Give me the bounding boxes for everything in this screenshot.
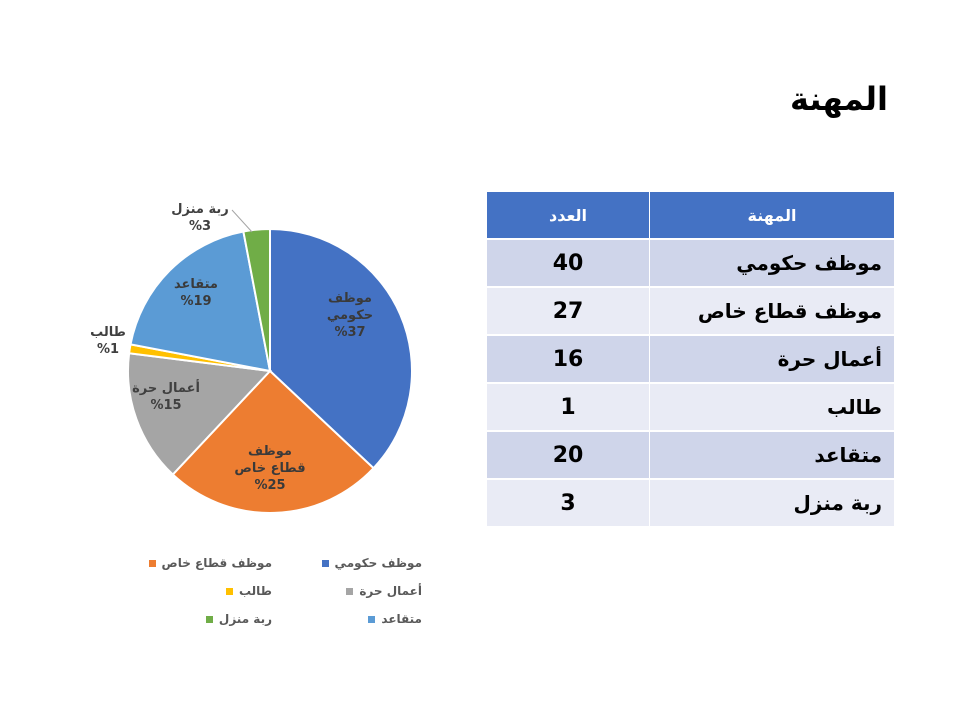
legend-swatch-icon: [226, 588, 233, 595]
data-label-line: ربة منزل: [171, 202, 229, 217]
cell-count: 27: [487, 287, 650, 335]
cell-count: 40: [487, 239, 650, 287]
data-label-line: %19: [180, 294, 212, 309]
data-label-line: %25: [254, 478, 286, 493]
legend-swatch-icon: [149, 560, 156, 567]
cell-occupation: أعمال حرة: [650, 335, 895, 383]
data-label-housewife: [171, 202, 229, 234]
data-label-line: %1: [96, 342, 120, 357]
cell-occupation: ربة منزل: [650, 479, 895, 527]
table-row: [487, 287, 895, 335]
cell-count: 20: [487, 431, 650, 479]
label-leader-line: [232, 210, 252, 232]
legend-label: ربة منزل: [218, 612, 272, 626]
legend-label: موظف قطاع خاص: [161, 556, 272, 570]
page-title: المهنة: [789, 80, 888, 118]
legend-label: طالب: [238, 584, 272, 598]
legend-item-retired: [272, 612, 422, 626]
data-label-line: حكومي: [326, 308, 374, 323]
legend-item-student: [132, 584, 272, 598]
table-row: [487, 431, 895, 479]
legend-label: متقاعد: [381, 612, 422, 626]
table-row: [487, 383, 895, 431]
header-count: العدد: [487, 192, 650, 239]
legend-item-government: [272, 556, 422, 570]
occupation-table: [486, 192, 895, 528]
cell-occupation: موظف قطاع خاص: [650, 287, 895, 335]
legend-swatch-icon: [322, 560, 329, 567]
cell-count: 1: [487, 383, 650, 431]
data-label-line: طالب: [90, 325, 126, 340]
legend-label: أعمال حرة: [359, 584, 422, 598]
data-label-line: موظف: [248, 444, 292, 459]
cell-count: 16: [487, 335, 650, 383]
table-header-row: [487, 192, 895, 239]
cell-occupation: متقاعد: [650, 431, 895, 479]
legend-swatch-icon: [368, 616, 375, 623]
cell-occupation: طالب: [650, 383, 895, 431]
legend-label: موظف حكومي: [334, 556, 422, 570]
table-row: [487, 479, 895, 527]
legend-item-housewife: [132, 612, 272, 626]
data-label-line: %3: [188, 219, 212, 234]
cell-count: 3: [487, 479, 650, 527]
table-row: [487, 335, 895, 383]
header-occupation: المهنة: [650, 192, 895, 239]
data-label-line: أعمال حرة: [132, 381, 200, 396]
data-label-line: %15: [150, 398, 182, 413]
data-label-line: قطاع خاص: [234, 461, 306, 476]
data-label-student: [90, 325, 126, 357]
cell-occupation: موظف حكومي: [650, 239, 895, 287]
data-label-line: موظف: [328, 291, 372, 306]
legend-item-private: [132, 556, 272, 570]
data-label-line: متقاعد: [174, 277, 218, 292]
legend-swatch-icon: [206, 616, 213, 623]
data-label-line: %37: [334, 325, 366, 340]
legend-swatch-icon: [346, 588, 353, 595]
table-row: [487, 239, 895, 287]
chart-legend: [132, 556, 422, 626]
legend-item-freelance: [272, 584, 422, 598]
